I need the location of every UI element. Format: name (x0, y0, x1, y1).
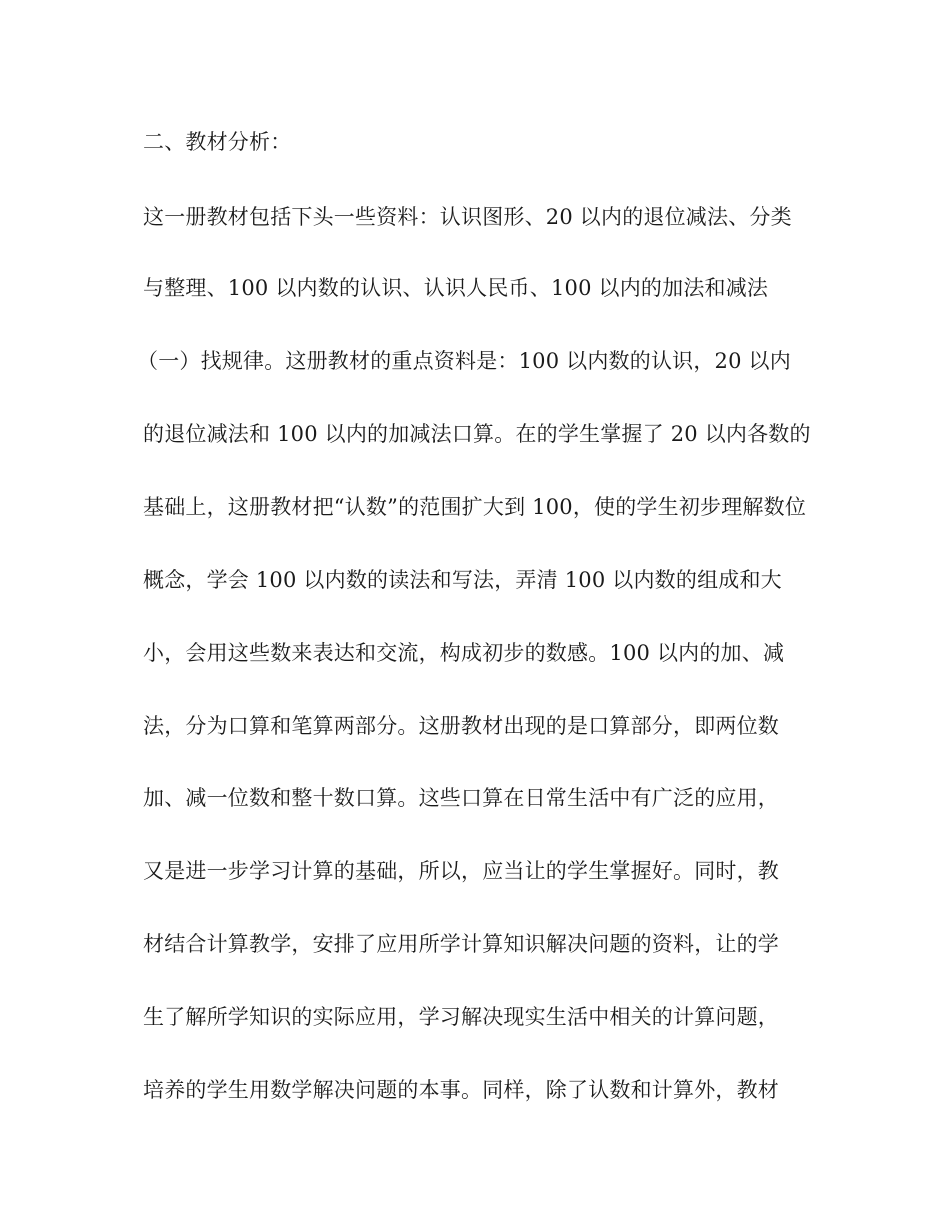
paragraph-line: 与整理、100 以内数的认识、认识人民币、100 以内的加法和减法 (143, 276, 769, 300)
paragraph-line: 基础上，这册教材把“认数”的范围扩大到 100，使的学生初步理解数位 (143, 495, 807, 519)
paragraph-line: 法，分为口算和笔算两部分。这册教材出现的是口算部分，即两位数 (143, 714, 779, 738)
paragraph-line: 培养的学生用数学解决问题的本事。同样，除了认数和计算外，教材 (143, 1078, 779, 1102)
paragraph-line: 加、减一位数和整十数口算。这些口算在日常生活中有广泛的应用， (143, 786, 779, 810)
section-heading: 二、教材分析： (143, 130, 292, 154)
paragraph-line: 材结合计算教学，安排了应用所学计算知识解决问题的资料，让的学 (143, 932, 779, 956)
paragraph-line: 又是进一步学习计算的基础，所以，应当让的学生掌握好。同时，教 (143, 859, 779, 883)
paragraph-line: 概念，学会 100 以内数的读法和写法，弄清 100 以内数的组成和大 (143, 568, 782, 592)
paragraph-line: （一）找规律。这册教材的重点资料是：100 以内数的认识，20 以内 (137, 349, 791, 373)
paragraph-line: 小，会用这些数来表达和交流，构成初步的数感。100 以内的加、减 (143, 641, 785, 665)
paragraph-line: 这一册教材包括下头一些资料：认识图形、20 以内的退位减法、分类 (143, 205, 792, 229)
paragraph-line: 的退位减法和 100 以内的加减法口算。在的学生掌握了 20 以内各数的 (143, 422, 811, 446)
paragraph-line: 生了解所学知识的实际应用，学习解决现实生活中相关的计算问题， (143, 1005, 779, 1029)
